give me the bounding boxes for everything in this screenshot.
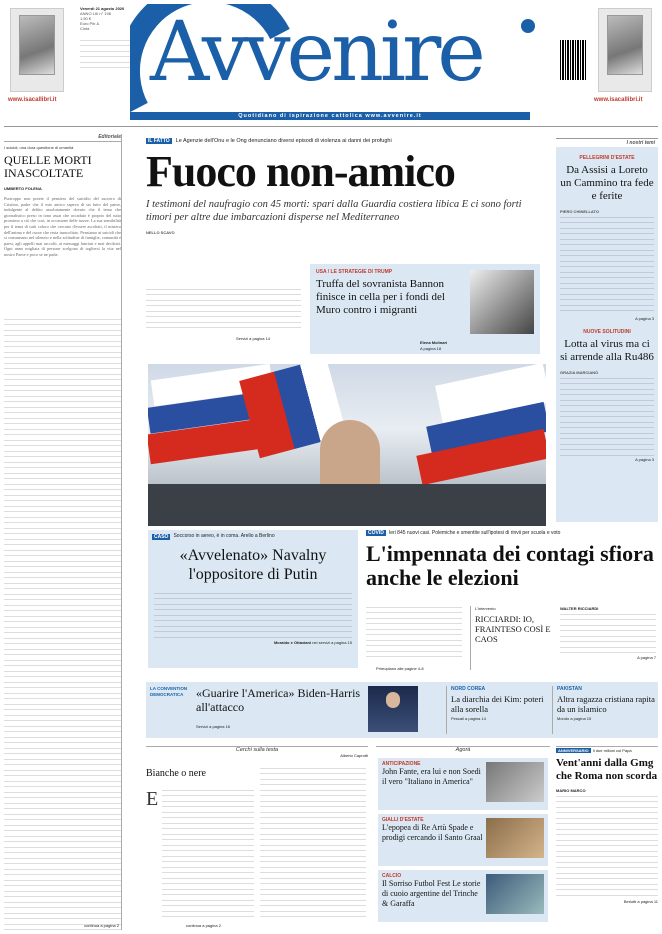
temi-s2-continue[interactable]: A pagina 3 — [635, 457, 654, 462]
nostri-temi-label: I nostri temi — [556, 139, 658, 147]
contagi-tag: COVID — [368, 530, 384, 536]
lead-author: NELLO SCAVO — [146, 230, 175, 235]
strip-corea-tag: NORD COREA — [451, 686, 486, 692]
navalny-author: Moraldo e Ottaviani — [273, 640, 312, 645]
strip-biden-title: «Guarire l'America» Biden-Harris all'attacco — [196, 686, 361, 714]
lead-continue[interactable]: Servizi a pagina 14 — [236, 336, 271, 341]
navalny-continue[interactable]: nei servizi a pagina 15 — [312, 640, 352, 645]
strip-biden[interactable] — [150, 686, 362, 734]
lead-title[interactable]: Fuoco non-amico — [146, 147, 455, 196]
ricciardi-box[interactable] — [470, 606, 554, 670]
bannon-continue[interactable]: A pagina 18 — [420, 346, 442, 351]
temi-s1-continue[interactable]: A pagina 3 — [635, 316, 654, 321]
site-left[interactable]: www.isacallibri.it — [8, 97, 57, 103]
navalny-photo — [148, 364, 546, 526]
book-cover-right — [607, 15, 643, 75]
cerchi-label: Cerchi sulla testa — [235, 747, 279, 753]
agora-item-3-kicker: CALCIO — [382, 873, 402, 879]
strip-pakistan-continue: Mondo a pagina 15 — [557, 716, 592, 721]
lead-subtitle: I testimoni del naufragio con 45 morti: spari dalla Guardia costiera libica E ci sono forti timori per altre due imbarcazioni disperse nel Mediterraneo — [146, 199, 522, 223]
temi-s1-title[interactable]: Da Assisi a Loreto un Cammino tra fede e ferite — [560, 164, 654, 202]
ricciardi-continue[interactable]: A pagina 7 — [637, 655, 656, 660]
strip-corea-continue: Pescali a pagina 14 — [451, 716, 486, 721]
cerchi-body-1 — [162, 789, 254, 917]
contagi-kicker: Ieri 845 nuovi casi. Polemiche e smentite sull'ipotesi di rinvii per scuola e voto — [388, 529, 561, 536]
gmg-title[interactable]: Vent'anni dalla Gmg che Roma non scorda — [556, 757, 658, 782]
header-rule — [4, 126, 658, 127]
strip-biden-tag: LA CONVENTION DEMOCRATICA — [150, 686, 188, 697]
editoriale-body: Purtroppo non potete il pensiero del suicidio del suocero di Cristina, padre che il mio amico sapeva di un lutto del paese, indulgente al delitto assolutamente dovuto che il tema che giornalistico preso in tono assai che accaduto è proprio del tutto prossimo a ciò che così, in occasione delle nozze. La sua sensibilità per il tema di tutti coloro che cercano d'essere ascoltati, il mistero dell'anima e del cuore che resta inascoltato. Pensiamo ai suicidi che si consumano nel silenzio e nella solitudine di famiglie, comunità e paesi, agli appelli mai raccolti, ai messaggi lanciati e mai decifrati. Ogni anno migliaia di persone scelgono di togliersi la vita nel nostro Paese e poco se ne parla. — [4, 196, 121, 257]
book-cover-left — [19, 15, 55, 75]
agora-item-1-kicker: ANTICIPAZIONE — [382, 761, 421, 767]
temi-s2-title[interactable]: Lotta al virus ma ci si arrende alla Ru486 — [560, 338, 654, 363]
anno: ANNO LIII n° 198 — [80, 11, 111, 16]
contagi-title[interactable]: L'impennata dei contagi sfiora anche le elezioni — [366, 541, 654, 590]
cinta: Cinta — [80, 26, 90, 31]
cerchi-continue[interactable]: continua a pagina 2 — [186, 923, 221, 928]
bannon-author: Elena Molinari — [420, 340, 448, 345]
edition-info — [80, 6, 130, 69]
biden-face — [386, 692, 400, 708]
bannon-title: Truffa del sovranista Bannon finisce in cella per i fondi del Muro contro i migranti — [316, 278, 445, 316]
cerchi-body-2 — [260, 767, 366, 917]
editoriale-body-continued — [4, 318, 121, 934]
ricciardi-quote — [560, 606, 656, 670]
tagline: Quotidiano di ispirazione cattolica www.avvenire.it — [238, 113, 422, 119]
editoriale-author: UMBERTO FOLENA — [4, 186, 42, 191]
agora-photo-2 — [486, 818, 544, 858]
editoriale-title[interactable]: QUELLE MORTI INASCOLTATE — [4, 153, 92, 180]
filler-lines — [80, 39, 130, 69]
agora-photo-3 — [486, 874, 544, 914]
agora-item-1-title: John Fante, era lui e non Soedi il vero "Italiano in America" — [382, 767, 481, 786]
strip-pakistan-title: Altra ragazza cristiana rapita da un islamico — [557, 694, 655, 714]
temi-s1-kicker: PELLEGRINI D'ESTATE — [579, 155, 635, 161]
editoriale-column — [4, 134, 122, 930]
cerchi-title[interactable]: Bianche o nere — [146, 768, 206, 779]
barcode — [560, 40, 586, 80]
agora-label: Agorà — [455, 747, 471, 753]
gmg-body — [556, 795, 658, 899]
contagi-continue[interactable]: Primopiano alle pagine 4-8 — [376, 666, 424, 671]
intervento-label: L'intervento — [475, 606, 496, 611]
agora-item-2-title: L'epopea di Re Artù Spade e prodigi cercando il Santo Graal — [382, 823, 483, 842]
temi-s2-body — [560, 377, 654, 457]
contagi-story — [366, 530, 658, 676]
lead-tag: IL FATTO — [148, 138, 170, 144]
intervento-title: RICCIARDI: IO, FRAINTESO COSÌ E CAOS — [475, 614, 551, 644]
editoriale-continue[interactable]: continua a pagina 2 — [84, 923, 119, 928]
logo — [130, 4, 535, 112]
navalny-title: «Avvelenato» Navalny l'oppositore di Putin — [179, 547, 327, 583]
contagi-body — [366, 606, 462, 662]
book-ad-left[interactable] — [10, 8, 64, 92]
book-ad-right[interactable] — [598, 8, 652, 92]
ricciardi-author: WALTER RICCIARDI — [560, 606, 599, 611]
temi-s1-body — [560, 216, 654, 316]
editoriale-kicker: I suicidi, una dura questione di umanità — [4, 145, 74, 150]
cerchi-column — [146, 746, 368, 930]
gmg-kicker: Il due milioni col Papa — [592, 748, 632, 753]
strip-corea-title: La diarchia dei Kim: poteri alla sorella — [451, 694, 544, 714]
navalny-body — [154, 592, 352, 640]
bannon-box[interactable] — [310, 264, 540, 354]
ricciardi-body — [560, 613, 656, 655]
strip-biden-continue: Servizi a pagina 16 — [196, 724, 231, 729]
agora-photo-1 — [486, 762, 544, 802]
strip-corea[interactable] — [446, 686, 546, 734]
editoriale-label: Editoriale — [4, 134, 121, 142]
lead-body — [146, 288, 301, 330]
temi-s2-kicker: NUOVE SOLITUDINI — [583, 329, 631, 335]
navalny-tag: CASO — [154, 534, 169, 540]
strip-pakistan[interactable] — [552, 686, 656, 734]
bannon-photo — [470, 270, 534, 334]
gmg-column — [556, 746, 658, 930]
gmg-continue[interactable]: Berlotti a pagina 11 — [623, 899, 658, 904]
edizione: Euro Pib & — [80, 21, 100, 26]
site-right[interactable]: www.isacallibri.it — [594, 97, 643, 103]
cerchi-author: Alberto Caprotti — [340, 753, 368, 758]
navalny-credit — [148, 640, 352, 645]
logo-text: Avvenire — [150, 5, 482, 100]
temi-s2-author: GRAZIA MARCIANÒ — [560, 370, 599, 375]
agora-item-3-title: Il Sorriso Futbol Fest Le storie di cuoio argentine del Trinche & Garaffa — [382, 879, 481, 908]
date: Venerdì 21 agosto 2020 — [80, 6, 125, 11]
temi-s1-author: PIERO CHINELLATO — [560, 209, 599, 214]
agora-item-2-kicker: GIALLI D'ESTATE — [382, 817, 424, 823]
gmg-tag: ANNIVERSARIO — [558, 748, 589, 753]
crowd — [148, 484, 546, 526]
price: 1,50 € — [80, 16, 92, 21]
nostri-temi-column — [556, 138, 658, 522]
biden-photo — [368, 686, 418, 732]
navalny-kicker: Soccorso in aereo, è in coma. Arelio a Berlino — [173, 533, 275, 539]
gmg-author: MARIO MARCO — [556, 788, 586, 793]
strip-pakistan-tag: PAKISTAN — [557, 686, 582, 692]
cerchi-dropcap: E — [146, 788, 159, 810]
lead-kicker: Le Agenzie dell'Onu e le Ong denunciano diversi episodi di violenza ai danni dei profughi — [175, 137, 392, 144]
bannon-tag: USA / LE STRATEGIE DI TRUMP — [316, 269, 393, 275]
navalny-box[interactable] — [148, 530, 358, 668]
